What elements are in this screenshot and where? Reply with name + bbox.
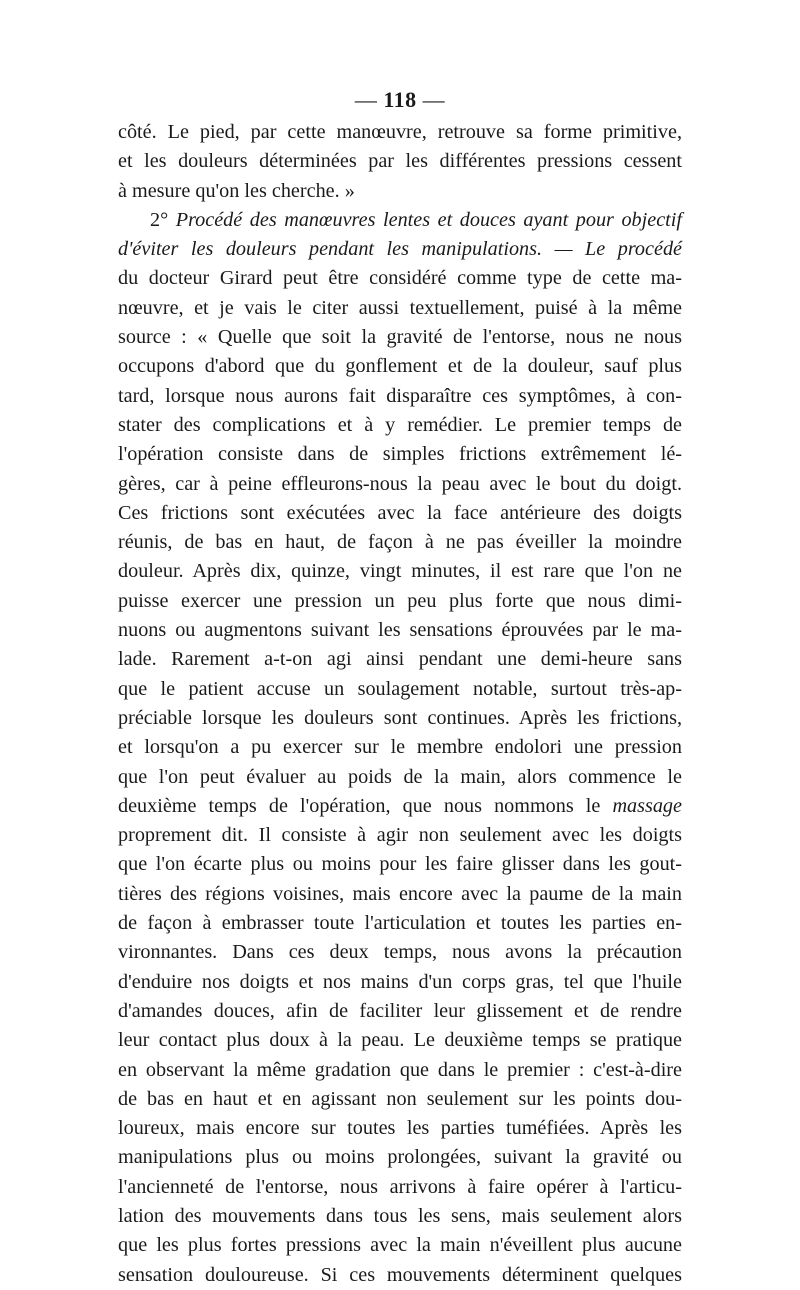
text-line: leur contact plus doux à la peau. Le deuxième temps se pratique	[118, 1029, 682, 1052]
text-line: et les douleurs déterminées par les différentes pressions cessent	[118, 150, 682, 173]
text-line: tard, lorsque nous aurons fait disparaître ces symptômes, à con-	[118, 384, 682, 407]
text-line: réunis, de bas en haut, de façon à ne pas éveiller la moindre	[118, 531, 682, 554]
text-line: de bas en haut et en agissant non seulement sur les points dou-	[118, 1087, 682, 1110]
text-line: que l'on écarte plus ou moins pour les faire glisser dans les gout-	[118, 853, 682, 876]
body-text	[118, 118, 682, 1290]
text-line: nœuvre, et je vais le citer aussi textuellement, puisé à la même	[118, 296, 682, 319]
document-page	[118, 88, 682, 1290]
text-line: du docteur Girard peut être considéré comme type de cette ma-	[118, 267, 682, 290]
text-line: à mesure qu'on les cherche. »	[118, 179, 355, 202]
text-line: d'amandes douces, afin de faciliter leur glissement et de rendre	[118, 999, 682, 1022]
text-line: sensation douloureuse. Si ces mouvements déterminent quelques	[118, 1263, 682, 1286]
section-numeral: 2°	[150, 208, 169, 231]
text-line: d'éviter les douleurs pendant les manipulations. — Le procédé	[118, 238, 682, 261]
text-line: que les plus fortes pressions avec la main n'éveillent plus aucune	[118, 1234, 682, 1257]
text-line: l'opération consiste dans de simples frictions extrêmement lé-	[118, 443, 682, 466]
text-line: stater des complications et à y remédier. Le premier temps de	[118, 413, 682, 436]
text-line: loureux, mais encore sur toutes les parties tuméfiées. Après les	[118, 1117, 682, 1140]
massage-term: massage	[612, 794, 682, 817]
text-line: d'enduire nos doigts et nos mains d'un corps gras, tel que l'huile	[118, 970, 682, 993]
text-line: côté. Le pied, par cette manœuvre, retrouve sa forme primitive,	[118, 121, 682, 143]
text-line: tières des régions voisines, mais encore avec la paume de la main	[118, 882, 682, 905]
text-line: que l'on peut évaluer au poids de la main, alors commence le	[118, 765, 682, 788]
text-line: l'ancienneté de l'entorse, nous arrivons à faire opérer à l'articu-	[118, 1175, 682, 1198]
text-line: source : « Quelle que soit la gravité de l'entorse, nous ne nous	[118, 326, 682, 349]
text-line: que le patient accuse un soulagement notable, surtout très-ap-	[118, 677, 682, 700]
text-line: lade. Rarement a-t-on agi ainsi pendant une demi-heure sans	[118, 648, 682, 671]
text-line: nuons ou augmentons suivant les sensations éprouvées par le ma-	[118, 619, 682, 642]
text-line: puisse exercer une pression un peu plus forte que nous dimi-	[118, 589, 682, 612]
text-line: lation des mouvements dans tous les sens, mais seulement alors	[118, 1204, 682, 1227]
text-line: douleur. Après dix, quinze, vingt minutes, il est rare que l'on ne	[118, 560, 682, 583]
text-line: en observant la même gradation que dans le premier : c'est-à-dire	[118, 1058, 682, 1081]
text-line: manipulations plus ou moins prolongées, suivant la gravité ou	[118, 1146, 682, 1169]
page-number: — 118 —	[354, 87, 446, 112]
text-line: préciable lorsque les douleurs sont continues. Après les frictions,	[118, 706, 682, 729]
text-line: vironnantes. Dans ces deux temps, nous avons la précaution	[118, 941, 682, 964]
section-heading-line	[118, 206, 682, 235]
text-line: deuxième temps de l'opération, que nous nommons le massage	[118, 794, 682, 817]
text-line: de façon à embrasser toute l'articulation et toutes les parties en-	[118, 912, 682, 935]
text-line: occupons d'abord que du gonflement et de la douleur, sauf plus	[118, 355, 682, 378]
section-title-italic: Procédé des manœuvres lentes et douces ayant pour objectif	[175, 208, 683, 231]
text-line: Ces frictions sont exécutées avec la face antérieure des doigts	[118, 501, 682, 524]
page-number-value: 118	[383, 87, 417, 112]
text-line: gères, car à peine effleurons-nous la peau avec le bout du doigt.	[118, 472, 682, 495]
text-line: et lorsqu'on a pu exercer sur le membre endolori une pression	[118, 736, 682, 759]
text-line: proprement dit. Il consiste à agir non seulement avec les doigts	[118, 824, 682, 847]
